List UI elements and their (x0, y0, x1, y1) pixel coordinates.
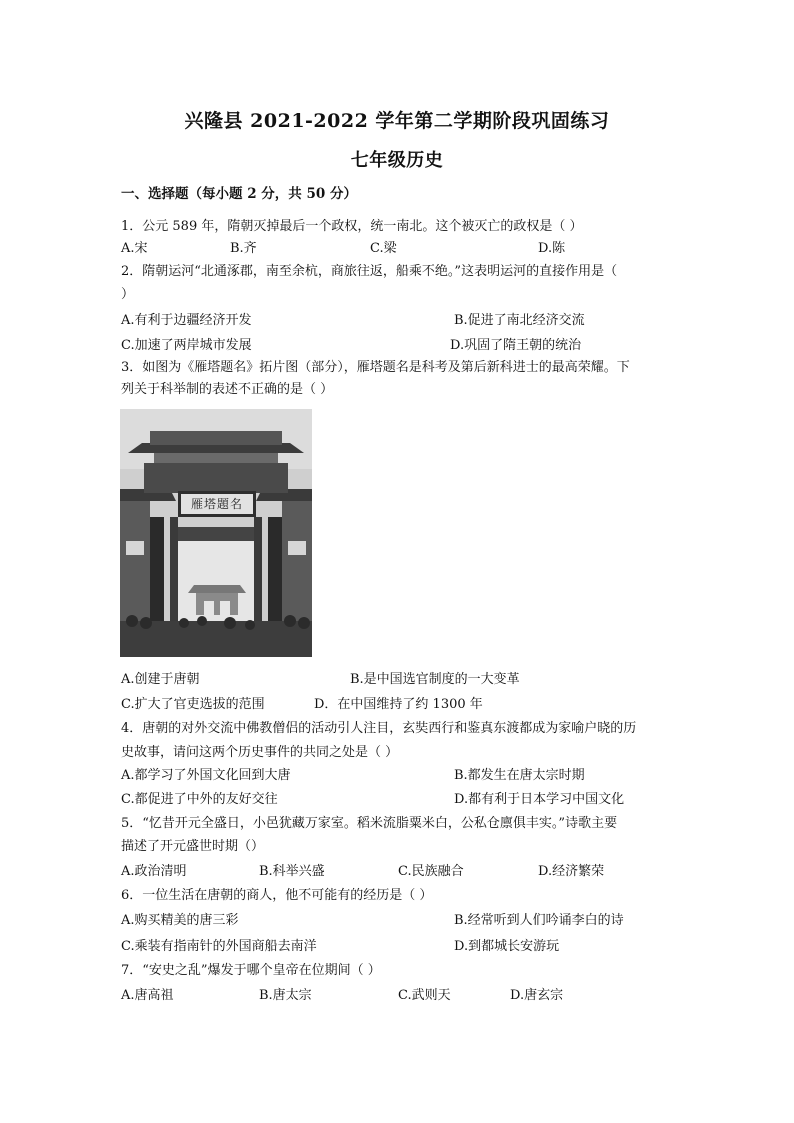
question-3-stem-line2: 列关于科举制的表述不正确的是（ ） (121, 382, 334, 397)
question-4-stem-line1: 4．唐朝的对外交流中佛教僧侣的活动引人注目，玄奘西行和鉴真东渡都成为家喻户晓的历 (121, 721, 637, 736)
question-2-option-d: D.巩固了隋王朝的统治 (450, 338, 582, 353)
question-1-stem: 1．公元 589 年，隋朝灭掉最后一个政权，统一南北。这个被灭亡的政权是（ ） (121, 219, 583, 234)
page-title: 兴隆县 2021-2022 学年第二学期阶段巩固练习 (184, 110, 610, 132)
question-5-option-c: C.民族融合 (398, 864, 464, 879)
gate-illustration (120, 409, 312, 657)
question-7-option-b: B.唐太宗 (259, 988, 312, 1003)
page-subtitle: 七年级历史 (350, 150, 444, 171)
question-7-stem: 7．“安史之乱”爆发于哪个皇帝在位期间（ ） (121, 963, 381, 978)
question-1-option-a: A.宋 (121, 241, 148, 256)
question-2-option-b: B.促进了南北经济交流 (454, 313, 585, 328)
question-2-stem-line2: ） (121, 287, 135, 302)
section-heading: 一、选择题（每小题 2 分，共 50 分） (121, 186, 357, 202)
question-3-option-d: D．在中国维持了约 1300 年 (314, 697, 483, 712)
gate-plaque-text: 雁塔題名 (190, 497, 243, 511)
question-2-option-a: A.有利于边疆经济开发 (121, 313, 252, 328)
question-4-option-b: B.都发生在唐太宗时期 (454, 768, 585, 783)
question-5-stem-line2: 描述了开元盛世时期（） (121, 839, 265, 854)
question-7-option-a: A.唐高祖 (121, 988, 174, 1003)
question-4-option-a: A.都学习了外国文化回到大唐 (121, 768, 291, 783)
question-2-stem-line1: 2．隋朝运河“北通涿郡，南至余杭，商旅往返，船乘不绝。”这表明运河的直接作用是（ (121, 264, 618, 279)
question-3-option-a: A.创建于唐朝 (121, 672, 200, 687)
question-5-option-b: B.科举兴盛 (259, 864, 325, 879)
question-5-option-d: D.经济繁荣 (538, 864, 605, 879)
question-6-stem: 6．一位生活在唐朝的商人，他不可能有的经历是（ ） (121, 888, 433, 903)
question-4-option-c: C.都促进了中外的友好交往 (121, 792, 278, 807)
question-3-option-b: B.是中国选官制度的一大变革 (350, 672, 520, 687)
question-6-option-a: A.购买精美的唐三彩 (121, 913, 239, 928)
question-5-option-a: A.政治清明 (121, 864, 187, 879)
question-1-option-b: B.齐 (230, 241, 257, 256)
question-4-stem-line2: 史故事，请问这两个历史事件的共同之处是（ ） (121, 745, 399, 760)
question-1-option-d: D.陈 (538, 241, 566, 256)
question-6-option-b: B.经常听到人们吟诵李白的诗 (454, 913, 624, 928)
question-6-option-d: D.到都城长安游玩 (454, 939, 560, 954)
question-5-stem-line1: 5．“忆昔开元全盛日，小邑犹藏万家室。稻米流脂粟米白，公私仓廪俱丰实。”诗歌主要 (121, 816, 618, 831)
question-6-option-c: C.乘装有指南针的外国商船去南洋 (121, 939, 317, 954)
question-1-option-c: C.梁 (370, 241, 397, 256)
question-7-option-c: C.武则天 (398, 988, 451, 1003)
question-4-option-d: D.都有利于日本学习中国文化 (454, 792, 625, 807)
question-3-option-c: C.扩大了官吏选拔的范围 (121, 697, 265, 712)
yanta-timing-rubbing-photo (120, 409, 312, 657)
question-3-stem-line1: 3．如图为《雁塔题名》拓片图（部分），雁塔题名是科考及第后新科进士的最高荣耀。下 (121, 360, 630, 375)
question-7-option-d: D.唐玄宗 (510, 988, 564, 1003)
question-2-option-c: C.加速了两岸城市发展 (121, 338, 252, 353)
